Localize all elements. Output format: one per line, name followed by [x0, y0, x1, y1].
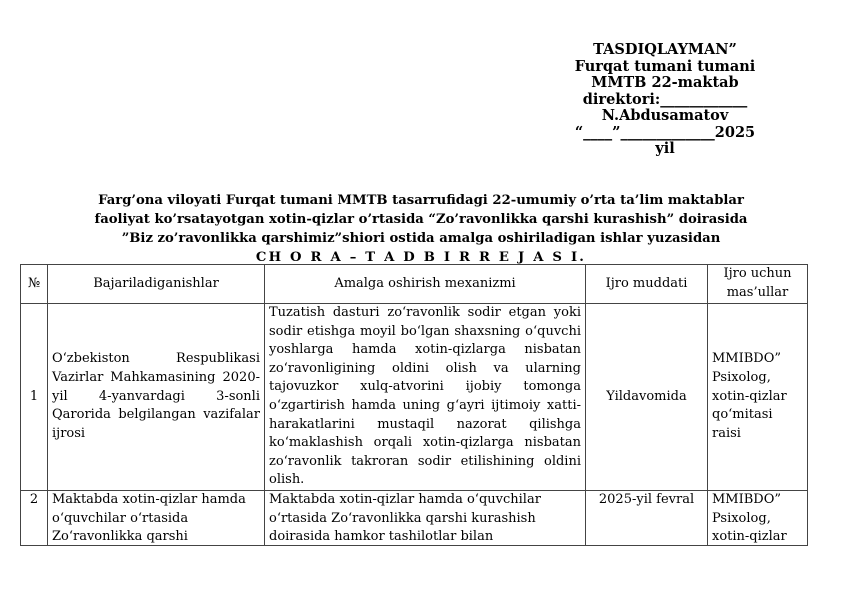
row-responsible-cell	[708, 490, 808, 545]
approval-title: TASDIQLAYMAN”	[593, 41, 737, 58]
row-number: 2	[21, 490, 48, 545]
approval-district: Furqat tumani tumani	[574, 57, 756, 75]
header-deadline: Ijro muddati	[586, 265, 708, 304]
approval-school: MMTB 22-maktab	[591, 74, 739, 91]
table-row	[21, 304, 808, 491]
header-responsible: Ijro uchun mas’ullar	[708, 265, 808, 304]
table-row	[21, 490, 808, 545]
row-mechanism: Tuzatish dasturi zo‘ravonlik sodir etgan yoki sodir etishga moyil bo‘lgan shaxsning o‘quvchi yoshlarga hamda xotin-qizlarga nisbatan zo‘ravonligining oldini olish va ularning tajovuzkor xulq-atvorini ijobiy tomonga o‘zgartirish hamda uning g‘ayri ijtimoiy xatti-harakatlarini mustaqil nazorat qilishga ko‘maklashish orqali xotin-qizlarga nisbatan zo‘ravonlik takroran sodir etilishining oldini olish.	[265, 304, 586, 491]
row-mechanism: Maktabda xotin-qizlar hamda o‘quvchilar o‘rtasida Zo‘ravonlikka qarshi kurashish doirasida hamkor tashilotlar bilan	[269, 491, 541, 545]
row-task: O‘zbekiston Respublikasi Vazirlar Mahkamasining 2020-yil 4-yanvardagi 3-sonli Qarorida belgilangan vazifalar ijrosi	[48, 304, 265, 491]
approval-date: “____”_____________2025	[574, 123, 756, 141]
approval-director: direktori:____________	[582, 90, 748, 108]
row-deadline: Yildavomida	[586, 304, 708, 491]
approval-name: N.Abdusamatov	[601, 107, 729, 124]
header-tasks: Bajariladiganishlar	[48, 265, 265, 304]
row-responsible: MMIBDO” Psixolog, xotin-qizlar qo‘mitasi raisi	[708, 304, 808, 491]
plan-title: CH O R A – T A D B I R R E J A S I.	[255, 250, 587, 265]
header-mechanism: Amalga oshirish mexanizmi	[265, 265, 586, 304]
action-plan-table	[20, 264, 808, 546]
document-heading	[60, 191, 782, 267]
approval-year: yil	[655, 140, 675, 157]
table-header-row	[21, 265, 808, 304]
row-task-cell	[48, 490, 265, 545]
row-number: 1	[21, 304, 48, 491]
header-number: №	[21, 265, 48, 304]
row-mechanism-cell	[265, 490, 586, 545]
heading-line-3: ”Biz zo’ravonlikka qarshimiz”shiori ostida amalga oshiriladigan ishlar yuzasidan	[121, 231, 721, 246]
row-deadline: 2025-yil fevral	[586, 490, 708, 545]
heading-line-2: faoliyat ko’rsatayotgan xotin-qizlar o’rtasida “Zo’ravonlikka qarshi kurashish” doirasida	[94, 212, 748, 227]
approval-block	[560, 42, 770, 158]
row-responsible: MMIBDO” Psixolog, xotin-qizlar	[712, 491, 787, 545]
heading-line-1: Farg’ona viloyati Furqat tumani MMTB tasarrufidagi 22-umumiy o’rta ta’lim maktablar	[98, 193, 744, 208]
row-task: Maktabda xotin-qizlar hamda o‘quvchilar o‘rtasida Zo‘ravonlikka qarshi	[52, 491, 246, 545]
